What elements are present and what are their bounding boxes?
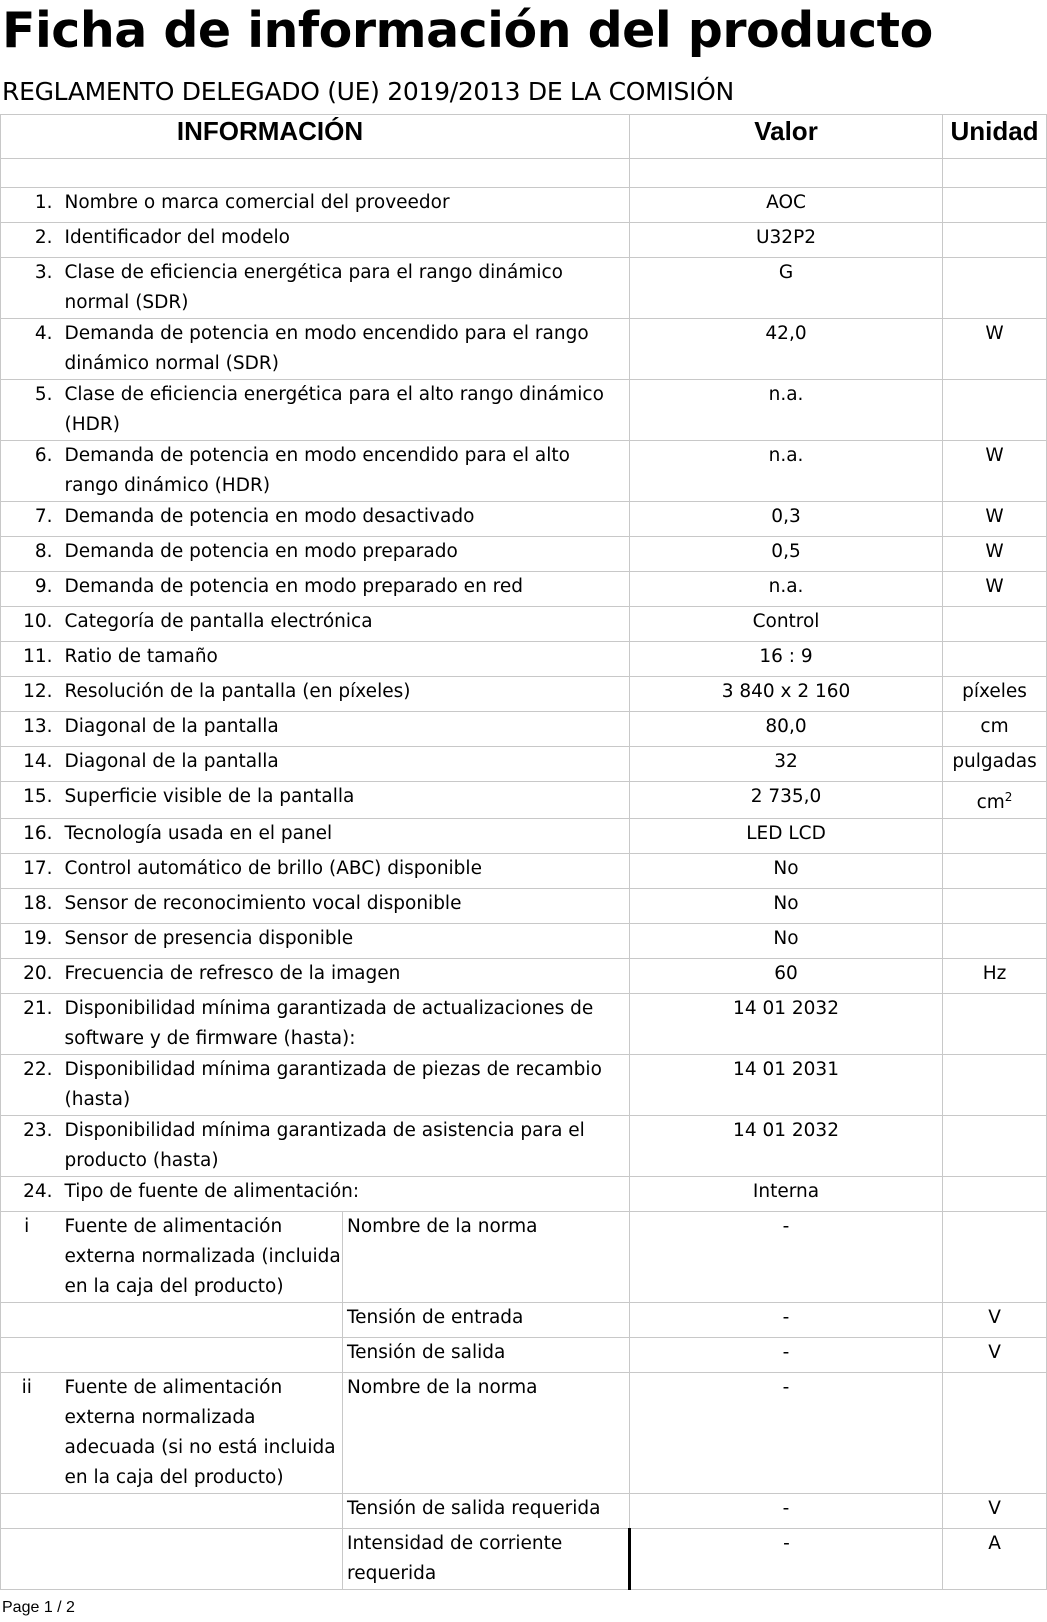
table-row <box>1 607 1047 642</box>
row-value: n.a. <box>630 572 943 607</box>
row-number: 3. <box>1 258 53 319</box>
row-unit <box>943 380 1047 441</box>
row-label: Categoría de pantalla electrónica <box>53 607 630 642</box>
row-label: Disponibilidad mínima garantizada de piezas de recambio (hasta) <box>53 1055 630 1116</box>
row-value: 3 840 x 2 160 <box>630 677 943 712</box>
regulation-subtitle: REGLAMENTO DELEGADO (UE) 2019/2013 DE LA COMISIÓN <box>2 77 734 106</box>
row-label: Sensor de reconocimiento vocal disponible <box>53 889 630 924</box>
row-value: 14 01 2032 <box>630 994 943 1055</box>
row-unit <box>943 258 1047 319</box>
row-unit <box>943 924 1047 959</box>
row-unit <box>943 607 1047 642</box>
table-row <box>1 677 1047 712</box>
document-title: Ficha de información del producto <box>2 2 933 59</box>
row-unit <box>943 819 1047 854</box>
table-row <box>1 924 1047 959</box>
row-number: 19. <box>1 924 53 959</box>
psu-number: ii <box>1 1373 53 1494</box>
psu-label <box>53 1494 343 1529</box>
row-label: Demanda de potencia en modo desactivado <box>53 502 630 537</box>
row-unit-text: W <box>985 541 1004 562</box>
row-number: 12. <box>1 677 53 712</box>
row-unit <box>943 642 1047 677</box>
psu-field-unit <box>943 1212 1047 1303</box>
row-label: Control automático de brillo (ABC) disponible <box>53 854 630 889</box>
row-value: No <box>630 854 943 889</box>
row-label: Demanda de potencia en modo preparado en red <box>53 572 630 607</box>
row-unit <box>943 572 1047 607</box>
row-label: Identificador del modelo <box>53 223 630 258</box>
row-value: 0,5 <box>630 537 943 572</box>
table-row <box>1 1055 1047 1116</box>
row-value: Interna <box>630 1177 943 1212</box>
row-unit-text: Hz <box>982 963 1007 985</box>
row-unit <box>943 959 1047 994</box>
psu-field-value: - <box>630 1212 943 1303</box>
psu-field-unit: V <box>943 1494 1047 1529</box>
psu-row <box>1 1529 1047 1590</box>
row-value: 32 <box>630 747 943 782</box>
psu-label <box>53 1303 343 1338</box>
header-information: INFORMACIÓN <box>1 115 630 159</box>
row-number: 5. <box>1 380 53 441</box>
table-row <box>1 819 1047 854</box>
row-value: U32P2 <box>630 223 943 258</box>
psu-field-name: Tensión de entrada <box>343 1303 630 1338</box>
row-label: Tecnología usada en el panel <box>53 819 630 854</box>
row-label: Diagonal de la pantalla <box>53 712 630 747</box>
row-number: 7. <box>1 502 53 537</box>
row-unit <box>943 712 1047 747</box>
row-unit-text: W <box>985 323 1004 344</box>
row-label: Disponibilidad mínima garantizada de actualizaciones de software y de firmware (hasta): <box>53 994 630 1055</box>
row-label: Frecuencia de refresco de la imagen <box>53 959 630 994</box>
table-row <box>1 223 1047 258</box>
table-row <box>1 747 1047 782</box>
row-value: No <box>630 924 943 959</box>
row-unit-text: W <box>985 445 1004 466</box>
row-number: 21. <box>1 994 53 1055</box>
row-label: Demanda de potencia en modo encendido para el rango dinámico normal (SDR) <box>53 319 630 380</box>
row-unit <box>943 889 1047 924</box>
row-value: 2 735,0 <box>630 782 943 819</box>
row-unit <box>943 537 1047 572</box>
table-row <box>1 1116 1047 1177</box>
row-number: 20. <box>1 959 53 994</box>
row-value: 60 <box>630 959 943 994</box>
psu-field-unit: V <box>943 1303 1047 1338</box>
psu-label: Fuente de alimentación externa normalizada (incluida en la caja del producto) <box>53 1212 343 1303</box>
psu-field-unit: V <box>943 1338 1047 1373</box>
row-unit-text: W <box>985 506 1004 527</box>
row-label: Diagonal de la pantalla <box>53 747 630 782</box>
row-number: 15. <box>1 782 53 819</box>
psu-number <box>1 1494 53 1529</box>
row-unit <box>943 502 1047 537</box>
row-unit-text: píxeles <box>962 681 1027 702</box>
row-unit <box>943 441 1047 502</box>
row-number: 8. <box>1 537 53 572</box>
row-value: n.a. <box>630 380 943 441</box>
row-number: 4. <box>1 319 53 380</box>
row-value: G <box>630 258 943 319</box>
row-unit <box>943 1177 1047 1212</box>
table-row <box>1 188 1047 223</box>
psu-field-name: Nombre de la norma <box>343 1373 630 1494</box>
row-number: 16. <box>1 819 53 854</box>
table-row <box>1 854 1047 889</box>
row-label: Demanda de potencia en modo encendido para el alto rango dinámico (HDR) <box>53 441 630 502</box>
row-number: 1. <box>1 188 53 223</box>
row-value: n.a. <box>630 441 943 502</box>
unit-superscript: 2 <box>1004 790 1013 804</box>
row-label: Ratio de tamaño <box>53 642 630 677</box>
row-number: 22. <box>1 1055 53 1116</box>
table-row <box>1 959 1047 994</box>
table-row <box>1 642 1047 677</box>
psu-field-name: Intensidad de corriente requerida <box>343 1529 630 1590</box>
row-unit-text: cm <box>980 716 1009 737</box>
row-value: Control <box>630 607 943 642</box>
row-unit-text: pulgadas <box>952 751 1037 772</box>
row-label: Resolución de la pantalla (en píxeles) <box>53 677 630 712</box>
psu-number <box>1 1529 53 1590</box>
table-row <box>1 994 1047 1055</box>
row-unit <box>943 1116 1047 1177</box>
psu-row <box>1 1373 1047 1494</box>
psu-row <box>1 1494 1047 1529</box>
table-row <box>1 380 1047 441</box>
row-unit <box>943 677 1047 712</box>
psu-field-value: - <box>630 1303 943 1338</box>
psu-number: i <box>1 1212 53 1303</box>
table-row <box>1 712 1047 747</box>
row-unit <box>943 223 1047 258</box>
row-value: No <box>630 889 943 924</box>
row-label: Clase de eficiencia energética para el rango dinámico normal (SDR) <box>53 258 630 319</box>
row-unit <box>943 188 1047 223</box>
row-value: LED LCD <box>630 819 943 854</box>
row-number: 2. <box>1 223 53 258</box>
row-number: 13. <box>1 712 53 747</box>
row-value: 14 01 2031 <box>630 1055 943 1116</box>
header-unit: Unidad <box>943 115 1047 159</box>
psu-row <box>1 1303 1047 1338</box>
row-value: 14 01 2032 <box>630 1116 943 1177</box>
psu-field-value: - <box>630 1529 943 1590</box>
header-value: Valor <box>630 115 943 159</box>
psu-label <box>53 1338 343 1373</box>
page-number: Page 1 / 2 <box>2 1599 75 1616</box>
row-label: Tipo de fuente de alimentación: <box>53 1177 630 1212</box>
row-value: AOC <box>630 188 943 223</box>
psu-field-name: Tensión de salida requerida <box>343 1494 630 1529</box>
row-label: Clase de eficiencia energética para el alto rango dinámico (HDR) <box>53 380 630 441</box>
row-number: 14. <box>1 747 53 782</box>
table-row <box>1 782 1047 819</box>
row-unit <box>943 854 1047 889</box>
psu-field-value: - <box>630 1338 943 1373</box>
psu-number <box>1 1303 53 1338</box>
table-row <box>1 319 1047 380</box>
table-row <box>1 537 1047 572</box>
psu-field-unit: A <box>943 1529 1047 1590</box>
row-unit <box>943 782 1047 819</box>
row-number: 24. <box>1 1177 53 1212</box>
psu-number <box>1 1338 53 1373</box>
row-label: Demanda de potencia en modo preparado <box>53 537 630 572</box>
row-unit-text: cm <box>976 792 1005 814</box>
table-row <box>1 502 1047 537</box>
row-unit <box>943 319 1047 380</box>
table-row <box>1 441 1047 502</box>
table-row <box>1 889 1047 924</box>
psu-row <box>1 1338 1047 1373</box>
row-unit <box>943 1055 1047 1116</box>
psu-label <box>53 1529 343 1590</box>
psu-field-name: Nombre de la norma <box>343 1212 630 1303</box>
row-number: 11. <box>1 642 53 677</box>
psu-field-name: Tensión de salida <box>343 1338 630 1373</box>
row-unit <box>943 747 1047 782</box>
psu-field-value: - <box>630 1373 943 1494</box>
product-info-table <box>0 114 1047 1590</box>
row-label: Sensor de presencia disponible <box>53 924 630 959</box>
row-value: 0,3 <box>630 502 943 537</box>
row-label: Superficie visible de la pantalla <box>53 782 630 819</box>
row-number: 23. <box>1 1116 53 1177</box>
row-label: Nombre o marca comercial del proveedor <box>53 188 630 223</box>
table-row <box>1 572 1047 607</box>
psu-field-unit <box>943 1373 1047 1494</box>
row-number: 17. <box>1 854 53 889</box>
row-unit-text: W <box>985 576 1004 597</box>
row-unit <box>943 994 1047 1055</box>
row-number: 18. <box>1 889 53 924</box>
row-value: 16 : 9 <box>630 642 943 677</box>
psu-field-value: - <box>630 1494 943 1529</box>
row-number: 6. <box>1 441 53 502</box>
row-label: Disponibilidad mínima garantizada de asistencia para el producto (hasta) <box>53 1116 630 1177</box>
psu-row <box>1 1212 1047 1303</box>
table-row <box>1 258 1047 319</box>
psu-label: Fuente de alimentación externa normalizada adecuada (si no está incluida en la caja del producto) <box>53 1373 343 1494</box>
row-value: 80,0 <box>630 712 943 747</box>
row-value: 42,0 <box>630 319 943 380</box>
table-row <box>1 1177 1047 1212</box>
row-number: 10. <box>1 607 53 642</box>
row-number: 9. <box>1 572 53 607</box>
